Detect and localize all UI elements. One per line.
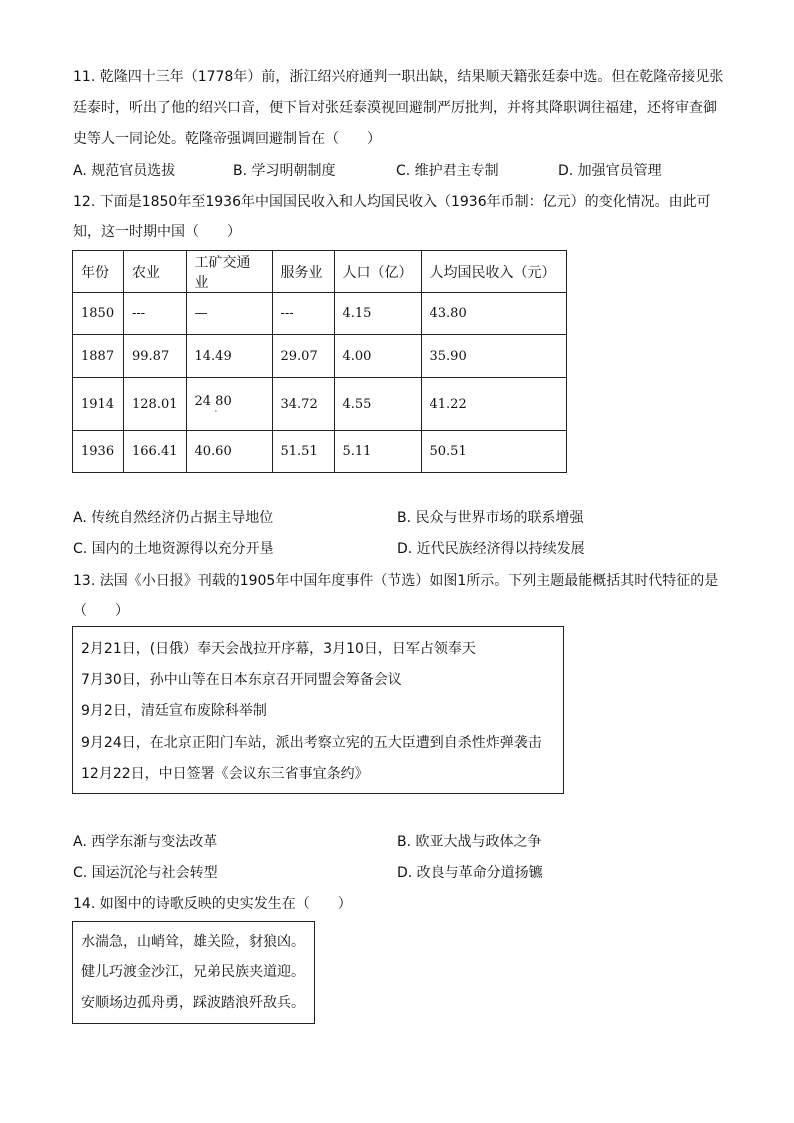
event-item: 7月30日，孙中山等在日本东京召开同盟会筹备会议 xyxy=(81,672,402,688)
events-box xyxy=(72,626,564,794)
table-cell: 43.80 xyxy=(421,293,566,335)
table-cell: 1887 xyxy=(73,335,124,378)
income-table xyxy=(72,250,567,473)
q11-line-1: 11. 乾隆四十三年（1778年）前，浙江绍兴府通判一职出缺，结果顺天籍张廷泰中选。但在乾隆帝接见张 xyxy=(73,69,724,85)
q11-option-b: B. 学习明朝制度 xyxy=(233,163,336,179)
header-population: 人口（亿） xyxy=(334,251,421,293)
q13-line-1: 13. 法国《小日报》刊载的1905年中国年度事件（节选）如图1所示。下列主题最能概括其时代特征的是 xyxy=(73,573,719,589)
poem-box xyxy=(72,921,315,1024)
q12-option-d: D. 近代民族经济得以持续发展 xyxy=(397,541,585,557)
table-cell: — xyxy=(186,293,272,335)
table-cell: 1914 xyxy=(73,378,124,431)
event-item: 9月24日，在北京正阳门车站，派出考察立宪的五大臣遭到自杀性炸弹袭击 xyxy=(81,735,542,751)
table-cell xyxy=(186,378,272,431)
q11-option-a: A. 规范官员选拔 xyxy=(73,163,176,179)
q13-option-d: D. 改良与革命分道扬镳 xyxy=(397,865,543,881)
table-cell: 50.51 xyxy=(421,431,566,473)
table-row xyxy=(73,378,567,431)
table-cell: 99.87 xyxy=(124,335,187,378)
q11-line-2: 廷泰时，听出了他的绍兴口音，便下旨对张廷泰漠视回避制严厉批判，并将其降职调往福建，还将审查御 xyxy=(73,100,717,116)
q13-option-c: C. 国运沉沦与社会转型 xyxy=(73,865,218,881)
table-cell: 4.00 xyxy=(334,335,421,378)
header-per-capita: 人均国民收入（元） xyxy=(421,251,566,293)
table-cell: 29.07 xyxy=(272,335,334,378)
table-cell: 35.90 xyxy=(421,335,566,378)
q13-line-2: （ ） xyxy=(73,603,129,619)
table-cell: 51.51 xyxy=(272,431,334,473)
event-item: 12月22日，中日签署《会议东三省事宜条约》 xyxy=(81,766,369,782)
header-services: 服务业 xyxy=(272,251,334,293)
table-cell: 34.72 xyxy=(272,378,334,431)
table-cell: 4.55 xyxy=(334,378,421,431)
q11-option-c: C. 维护君主专制 xyxy=(396,163,499,179)
poem-line: 健儿巧渡金沙江，兄弟民族夹道迎。 xyxy=(81,964,305,980)
table-cell: 14.49 xyxy=(186,335,272,378)
table-cell-value: 24 80 xyxy=(194,393,232,409)
event-item: 2月21日，(日俄）奉天会战拉开序幕，3月10日，日军占领奉天 xyxy=(81,641,476,657)
q11-line-3: 史等人一同论处。乾隆帝强调回避制旨在（ ） xyxy=(73,131,381,147)
stray-dot-mark: · xyxy=(214,406,218,417)
table-cell: 41.22 xyxy=(421,378,566,431)
header-year: 年份 xyxy=(73,251,124,293)
table-cell: --- xyxy=(272,293,334,335)
header-agriculture: 农业 xyxy=(124,251,187,293)
table-row xyxy=(73,293,567,335)
table-cell: 128.01 xyxy=(124,378,187,431)
poem-line: 安顺场边孤舟勇，踩波踏浪歼敌兵。 xyxy=(81,995,305,1011)
q12-option-a: A. 传统自然经济仍占据主导地位 xyxy=(73,510,274,526)
q12-option-c: C. 国内的土地资源得以充分开垦 xyxy=(73,541,274,557)
table-header-row xyxy=(73,251,567,293)
table-cell: 4.15 xyxy=(334,293,421,335)
poem-line: 水湍急，山峭耸，雄关险，豺狼凶。 xyxy=(81,934,305,950)
table-row xyxy=(73,335,567,378)
table-cell: --- xyxy=(124,293,187,335)
q13-option-b: B. 欧亚大战与政体之争 xyxy=(397,834,542,850)
table-row xyxy=(73,431,567,473)
q12-line-1: 12. 下面是1850年至1936年中国国民收入和人均国民收入（1936年币制：亿元）的变化情况。由此可 xyxy=(73,194,711,210)
table-cell: 5.11 xyxy=(334,431,421,473)
table-cell: 1850 xyxy=(73,293,124,335)
table-cell: 1936 xyxy=(73,431,124,473)
table-cell: 40.60 xyxy=(186,431,272,473)
q12-option-b: B. 民众与世界市场的联系增强 xyxy=(397,510,584,526)
q11-option-d: D. 加强官员管理 xyxy=(558,163,662,179)
table-cell: 166.41 xyxy=(124,431,187,473)
event-item: 9月2日，清廷宣布废除科举制 xyxy=(81,703,267,719)
q13-option-a: A. 西学东渐与变法改革 xyxy=(73,834,218,850)
q14-line: 14. 如图中的诗歌反映的史实发生在（ ） xyxy=(73,896,352,912)
header-industry: 工矿交通业 xyxy=(186,251,272,293)
q12-line-2: 知，这一时期中国（ ） xyxy=(73,224,241,240)
